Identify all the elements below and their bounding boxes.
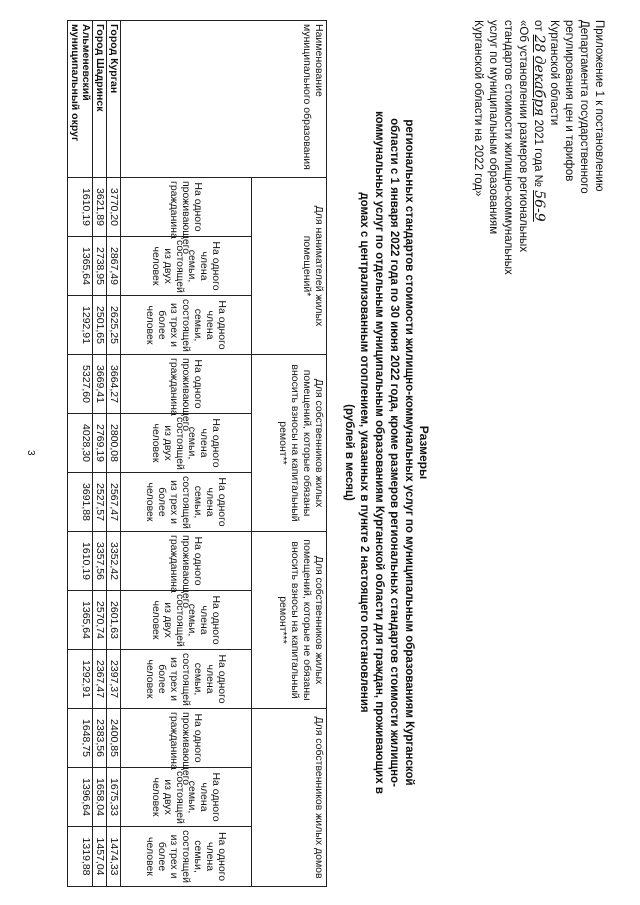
header-group-owners-capital-repair: Для собственников жилых помещений, которые обязаны вносить взносы на капитальный ремонт** [252, 355, 327, 532]
title-word: Размеры [417, 425, 431, 480]
table-cell: 3691,88 [68, 473, 93, 532]
table-row [93, 21, 107, 887]
table-row [107, 21, 121, 887]
row-name: Альменевский муниципальный округ [68, 21, 93, 178]
page-number: 3 [25, 450, 36, 456]
table-cell: 1292,91 [68, 296, 93, 355]
table-cell: 1610,19 [68, 532, 93, 591]
date-day: 28 [531, 34, 547, 53]
header-sub-three-plus: На одного члена семьи, состоящей из трех и более человек [121, 827, 252, 887]
appendix-line: Приложение 1 к постановлению [593, 20, 605, 192]
title-line: коммунальных услуг по отдельным муниципальным образованиям Курганской области для граждан, проживающих в [373, 111, 385, 794]
appendix-line: Департамента государственного [578, 20, 590, 194]
appendix-line: «Об установлении размеров региональных [517, 20, 529, 253]
table-cell: 1457,04 [93, 827, 107, 887]
header-sub-one-person: На одного проживающего гражданина [121, 709, 252, 768]
table-cell: 2738,95 [93, 237, 107, 296]
appendix-line: услуг по муниципальным образованиям [487, 20, 499, 235]
document-title [341, 20, 431, 885]
appendix-date-line [530, 20, 546, 350]
table-cell: 5327,60 [68, 355, 93, 414]
table-cell: 2570,74 [93, 591, 107, 650]
row-name: Город Шадринск [93, 21, 107, 178]
table-cell: 2867,49 [107, 237, 121, 296]
table-cell: 1319,88 [68, 827, 93, 887]
table-cell: 1365,64 [68, 237, 93, 296]
header-group-tenants: Для нанимателей жилых помещений* [252, 178, 327, 355]
table-cell: 2527,57 [93, 473, 107, 532]
table-cell: 1365,64 [68, 591, 93, 650]
table-cell: 2567,47 [107, 473, 121, 532]
date-prefix: от [532, 20, 544, 32]
header-sub-two-persons: На одного члена семьи, состоящей из двух человек [121, 591, 252, 650]
header-sub-two-persons: На одного члена семьи, состоящей из двух человек [121, 237, 252, 296]
doc-number: 56-9 [531, 190, 547, 222]
appendix-line: стандартов стоимости жилищно-коммунальных [502, 20, 514, 275]
header-group-owners-no-capital-repair: Для собственников жилых помещений, которые не обязаны вносить взносы на капитальный ремонт*** [252, 532, 327, 709]
table-cell: 1474,33 [107, 827, 121, 887]
appendix-line: Курганской области на 2022 год» [472, 20, 484, 197]
table-cell: 3357,56 [93, 532, 107, 591]
header-sub-three-plus: На одного члена семьи, состоящей из трех и более человек [121, 296, 252, 355]
header-municipality: Наименование муниципального образования [121, 21, 327, 178]
table-cell: 2769,19 [93, 414, 107, 473]
rotated-document [31, 20, 606, 885]
table-cell: 1675,33 [107, 768, 121, 827]
standards-table [67, 20, 327, 887]
table-cell: 1648,75 [68, 709, 93, 768]
table-cell: 2625,25 [107, 296, 121, 355]
header-sub-one-person: На одного проживающего гражданина [121, 178, 252, 237]
row-name: Город Курган [107, 21, 121, 178]
title-line: домах с централизованным отоплением, указанных в пункте 2 настоящего постановления [358, 192, 370, 713]
table-cell: 2601,63 [107, 591, 121, 650]
header-sub-one-person: На одного проживающего гражданина [121, 532, 252, 591]
title-line: региональных стандартов стоимости жилищно-коммунальных услуг по муниципальным образованиям Курганской [403, 119, 415, 786]
header-sub-two-persons: На одного члена семьи, состоящей из двух человек [121, 414, 252, 473]
appendix-block [470, 20, 606, 350]
table-cell: 4028,30 [68, 414, 93, 473]
table-cell: 1396,64 [68, 768, 93, 827]
table-cell: 2800,08 [107, 414, 121, 473]
table-cell: 1610,19 [68, 178, 93, 237]
header-sub-two-persons: На одного члена семьи, состоящей из двух человек [121, 768, 252, 827]
title-unit: (рублей в месяц) [343, 404, 355, 501]
table-cell: 1292,91 [68, 650, 93, 709]
table-cell: 3664,27 [107, 355, 121, 414]
table-cell: 2400,85 [107, 709, 121, 768]
table-cell: 2383,56 [93, 709, 107, 768]
date-month: декабря [531, 55, 547, 117]
table-row [68, 21, 93, 887]
table-cell: 2397,37 [107, 650, 121, 709]
header-group-house-owners: Для собственников жилых домов [252, 709, 327, 887]
appendix-line: регулирования цен и тарифов [563, 20, 575, 182]
header-sub-three-plus: На одного члена семьи, состоящей из трех и более человек [121, 650, 252, 709]
date-year: 2021 года № [532, 119, 544, 188]
table-cell: 3352,42 [107, 532, 121, 591]
title-line: области с 1 января 2022 года по 30 июня 2022 года, кроме размеров региональных стандартов стоимости жилищно- [388, 118, 400, 787]
header-sub-three-plus: На одного члена семьи, состоящей из трех и более человек [121, 473, 252, 532]
table-cell: 3669,41 [93, 355, 107, 414]
table-cell: 3621,89 [93, 178, 107, 237]
table-cell: 2501,65 [93, 296, 107, 355]
appendix-line: Курганской области [548, 20, 560, 126]
table-cell: 1658,04 [93, 768, 107, 827]
header-sub-one-person: На одного проживающего гражданина [121, 355, 252, 414]
table-cell: 2367,47 [93, 650, 107, 709]
table-cell: 3770,20 [107, 178, 121, 237]
